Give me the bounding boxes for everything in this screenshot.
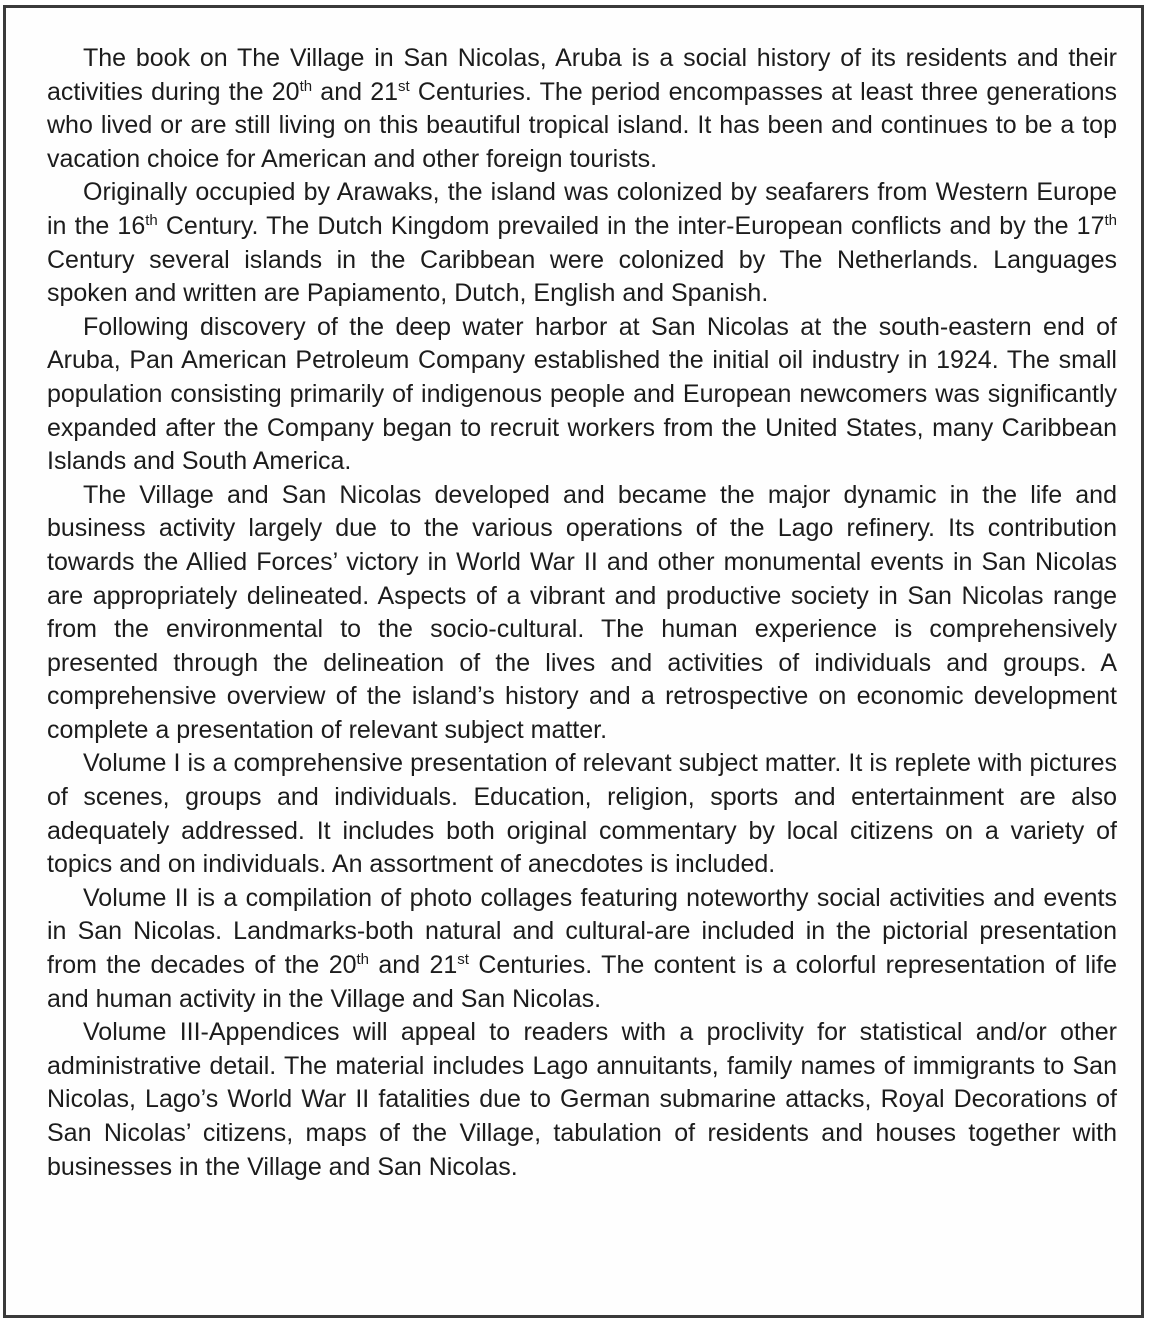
paragraph-text: Volume II is a compilation of photo collages featuring noteworthy social activities and events in San Nicolas. Landmarks-both natural and cultural-are included in the pictorial presentation from the decades of the 20 [47, 883, 1117, 980]
ordinal-suffix: th [145, 211, 158, 229]
paragraph-4 [47, 479, 1117, 748]
ordinal-suffix: st [398, 77, 410, 95]
paragraph-7 [47, 1016, 1117, 1184]
page-frame [3, 5, 1144, 1318]
paragraph-text: Originally occupied by Arawaks, the island was colonized by seafarers from Western Europe in the 16 [47, 178, 1117, 240]
paragraph-3 [47, 311, 1117, 479]
paragraph-text: The book on The Village in San Nicolas, Aruba is a social history of its residents and their activities during the 20 [47, 44, 1117, 106]
ordinal-suffix: th [299, 77, 313, 95]
paragraph-text: and 21 [312, 77, 399, 106]
paragraph-5 [47, 747, 1117, 881]
ordinal-suffix: th [1104, 211, 1117, 229]
paragraph-text: and 21 [369, 951, 458, 980]
paragraph-1 [47, 42, 1117, 176]
paragraph-text: The Village and San Nicolas developed and became the major dynamic in the life and business activity largely due to the various operations of the Lago refinery. Its contribution towards the Allied Forces’ victory in World War II and other monumental events in San Nicolas are appropriately delineated. Aspects of a vibrant and productive society in San Nicolas range from the environmental to the socio-cultural. The human experience is comprehensively presented through the delineation of the lives and activities of individuals and groups. A comprehensive overview of the island’s history and a retrospective on economic development complete a presentation of relevant subject matter. [47, 480, 1117, 744]
paragraph-text: Century several islands in the Caribbean were colonized by The Netherlands. Languages spoken and written are Papiamento, Dutch, English and Spanish. [47, 245, 1117, 308]
ordinal-suffix: th [356, 951, 370, 969]
document-body [47, 42, 1117, 1184]
paragraph-text: Volume III-Appendices will appeal to readers with a proclivity for statistical and/or other administrative detail. The material includes Lago annuitants, family names of immigrants to San Nicolas, Lago’s World War II fatalities due to German submarine attacks, Royal Decorations of San Nicolas’ citizens, maps of the Village, tabulation of residents and houses together with businesses in the Village and San Nicolas. [47, 1018, 1117, 1181]
paragraph-6 [47, 882, 1117, 1016]
paragraph-text: Volume I is a comprehensive presentation of relevant subject matter. It is replete with pictures of scenes, groups and individuals. Education, religion, sports and entertainment are also adequately addressed. It includes both original commentary by local citizens on a variety of topics and on individuals. An assortment of anecdotes is included. [47, 749, 1117, 879]
paragraph-text: Centuries. The period encompasses at least three generations who lived or are still living on this beautiful tropical island. It has been and continues to be a top vacation choice for American and other foreign tourists. [47, 77, 1117, 173]
paragraph-2 [47, 176, 1117, 310]
paragraph-text: Following discovery of the deep water harbor at San Nicolas at the south-eastern end of Aruba, Pan American Petroleum Company established the initial oil industry in 1924. The small population consisting primarily of indigenous people and European newcomers was significantly expanded after the Company began to recruit workers from the United States, many Caribbean Islands and South America. [47, 312, 1117, 476]
paragraph-text: Century. The Dutch Kingdom prevailed in the inter-European conflicts and by the 17 [157, 211, 1105, 240]
paragraph-text: Centuries. The content is a colorful representation of life and human activity in the Village and San Nicolas. [47, 951, 1117, 1013]
ordinal-suffix: st [457, 951, 469, 969]
